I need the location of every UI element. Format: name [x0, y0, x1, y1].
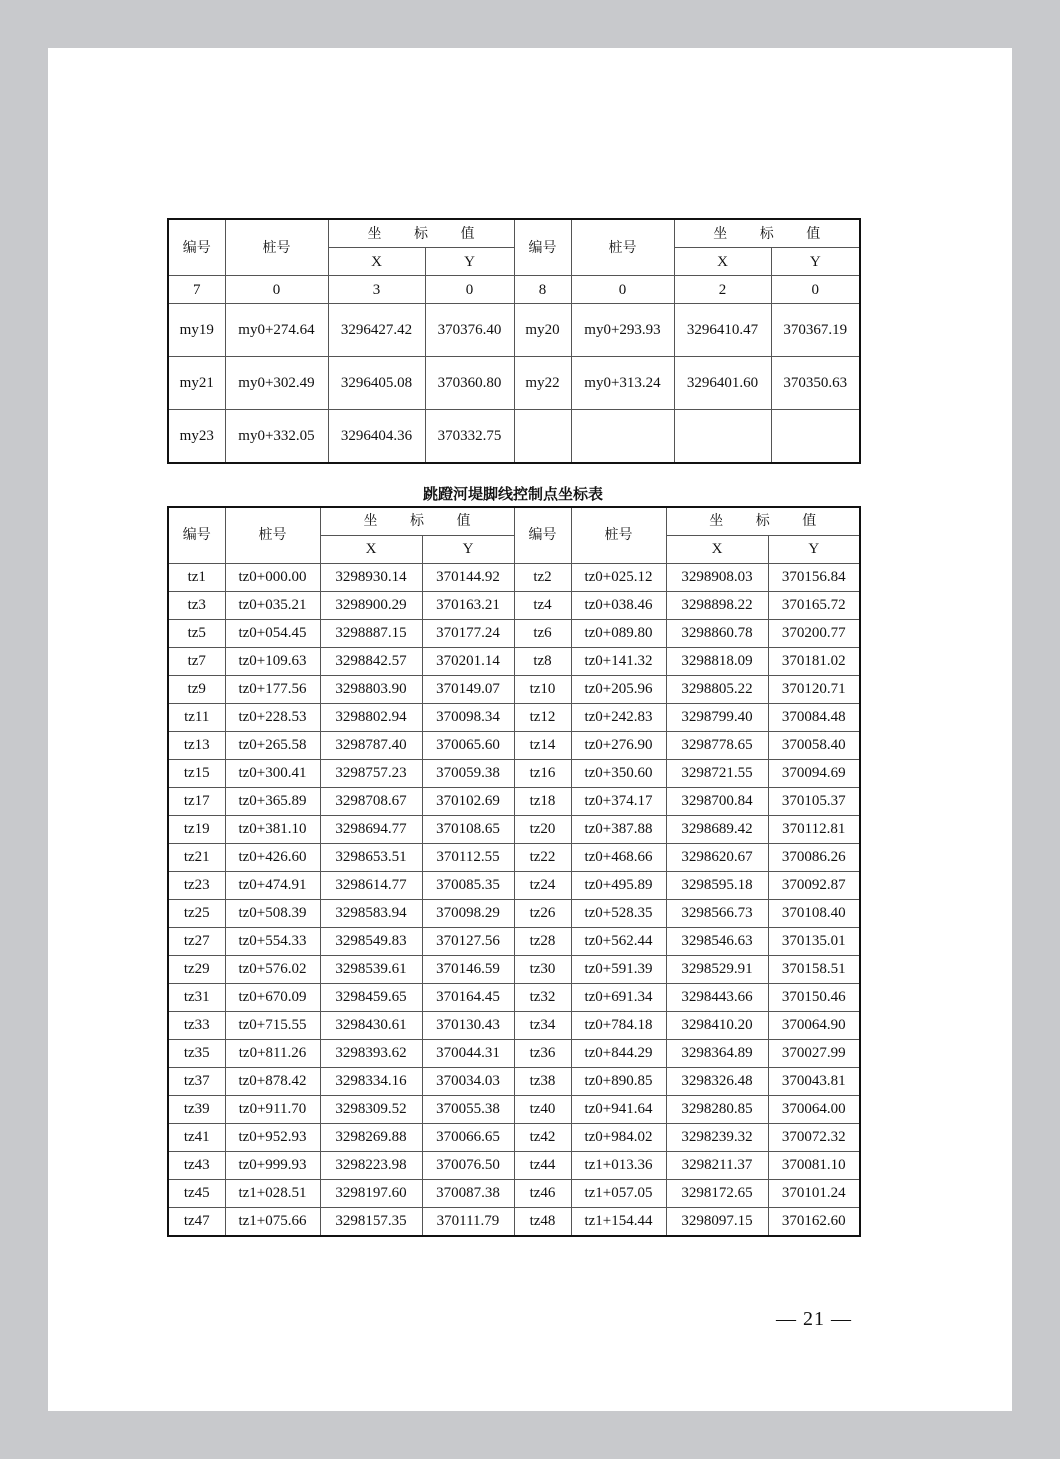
- table-cell: 3296404.36: [328, 410, 425, 464]
- table-cell: tz1+013.36: [571, 1152, 666, 1180]
- table-row: [168, 900, 860, 928]
- table-row: [168, 410, 860, 464]
- table-cell: tz3: [168, 592, 225, 620]
- table-cell: 370120.71: [768, 676, 860, 704]
- table-cell: 3298546.63: [666, 928, 768, 956]
- table-row: [168, 704, 860, 732]
- table-cell: tz0+474.91: [225, 872, 320, 900]
- table-cell: my0+274.64: [225, 304, 328, 357]
- table-cell: 370127.56: [422, 928, 514, 956]
- table-cell: 2: [674, 276, 771, 304]
- table-cell: 370111.79: [422, 1208, 514, 1237]
- header-station: 桩号: [571, 507, 666, 564]
- table-row: [168, 1096, 860, 1124]
- table-row: [168, 1012, 860, 1040]
- table-cell: 370165.72: [768, 592, 860, 620]
- table-cell: 3298930.14: [320, 564, 422, 592]
- table-cell: 0: [571, 276, 674, 304]
- table-cell: tz0+911.70: [225, 1096, 320, 1124]
- table-cell: 3298805.22: [666, 676, 768, 704]
- table-cell: 3298842.57: [320, 648, 422, 676]
- table-cell: tz35: [168, 1040, 225, 1068]
- table-cell: 3298097.15: [666, 1208, 768, 1237]
- table-cell: my19: [168, 304, 225, 357]
- table-cell: 370146.59: [422, 956, 514, 984]
- table-cell: tz46: [514, 1180, 571, 1208]
- table-cell: 3298566.73: [666, 900, 768, 928]
- table-row: [168, 304, 860, 357]
- header-id: 编号: [168, 507, 225, 564]
- table-cell: tz0+350.60: [571, 760, 666, 788]
- table-cell: 370112.81: [768, 816, 860, 844]
- table-cell: tz0+228.53: [225, 704, 320, 732]
- table-cell: 370065.60: [422, 732, 514, 760]
- table-cell: tz44: [514, 1152, 571, 1180]
- table-cell: tz2: [514, 564, 571, 592]
- table-cell: 370201.14: [422, 648, 514, 676]
- coordinate-table-tiaodenghe: [167, 506, 861, 1237]
- table-cell: 3298860.78: [666, 620, 768, 648]
- table-cell: 3298211.37: [666, 1152, 768, 1180]
- header-station: 桩号: [571, 219, 674, 276]
- table-cell: tz36: [514, 1040, 571, 1068]
- table-cell: tz0+038.46: [571, 592, 666, 620]
- table-cell: 370162.60: [768, 1208, 860, 1237]
- table-cell: 370066.65: [422, 1124, 514, 1152]
- coordinate-table-continued: [167, 218, 861, 464]
- table-cell: tz10: [514, 676, 571, 704]
- table-cell: tz4: [514, 592, 571, 620]
- table-cell: 370059.38: [422, 760, 514, 788]
- table-cell: tz21: [168, 844, 225, 872]
- table-cell: 0: [425, 276, 514, 304]
- table-cell: tz29: [168, 956, 225, 984]
- table-cell: 370105.37: [768, 788, 860, 816]
- table-cell: tz0+054.45: [225, 620, 320, 648]
- header-station: 桩号: [225, 219, 328, 276]
- table-cell: 3298280.85: [666, 1096, 768, 1124]
- table-cell: tz42: [514, 1124, 571, 1152]
- table-row: [168, 592, 860, 620]
- table-cell: 370081.10: [768, 1152, 860, 1180]
- table-cell: 3298549.83: [320, 928, 422, 956]
- table-cell: tz1: [168, 564, 225, 592]
- table-cell: tz45: [168, 1180, 225, 1208]
- table-cell: 370043.81: [768, 1068, 860, 1096]
- table-row: [168, 620, 860, 648]
- header-x: X: [666, 536, 768, 564]
- table-cell: tz34: [514, 1012, 571, 1040]
- header-x: X: [328, 248, 425, 276]
- header-coord: 坐 标 值: [320, 507, 514, 536]
- table-cell: 3298269.88: [320, 1124, 422, 1152]
- table-cell: tz14: [514, 732, 571, 760]
- table-cell: 3296405.08: [328, 357, 425, 410]
- table-cell: 370034.03: [422, 1068, 514, 1096]
- table-cell: tz38: [514, 1068, 571, 1096]
- table-cell: 370130.43: [422, 1012, 514, 1040]
- header-coord: 坐 标 值: [674, 219, 860, 248]
- table-cell: 3298708.67: [320, 788, 422, 816]
- table-cell: 370144.92: [422, 564, 514, 592]
- table-cell: tz41: [168, 1124, 225, 1152]
- table-row: [168, 844, 860, 872]
- table-cell: tz0+426.60: [225, 844, 320, 872]
- table-cell: tz1+028.51: [225, 1180, 320, 1208]
- table-cell: tz7: [168, 648, 225, 676]
- table-cell: tz0+591.39: [571, 956, 666, 984]
- table-cell: my0+302.49: [225, 357, 328, 410]
- table-cell: tz0+984.02: [571, 1124, 666, 1152]
- table-cell: 3298595.18: [666, 872, 768, 900]
- table-cell: 3298430.61: [320, 1012, 422, 1040]
- table-cell: tz0+999.93: [225, 1152, 320, 1180]
- table-cell: tz0+554.33: [225, 928, 320, 956]
- table-header-row: [168, 507, 860, 536]
- header-coord: 坐 标 值: [666, 507, 860, 536]
- table-row: [168, 1124, 860, 1152]
- table-cell: 3296427.42: [328, 304, 425, 357]
- table-cell: 3298459.65: [320, 984, 422, 1012]
- page-number: — 21 —: [776, 1308, 852, 1330]
- table-cell: tz0+387.88: [571, 816, 666, 844]
- table-row: [168, 1152, 860, 1180]
- table-cell: my0+332.05: [225, 410, 328, 464]
- table-cell: 3298887.15: [320, 620, 422, 648]
- table-cell: tz0+265.58: [225, 732, 320, 760]
- table-cell: tz0+089.80: [571, 620, 666, 648]
- table-cell: tz0+670.09: [225, 984, 320, 1012]
- table-cell: 370181.02: [768, 648, 860, 676]
- table-cell: tz30: [514, 956, 571, 984]
- table-cell: 370367.19: [771, 304, 860, 357]
- table-cell: 370158.51: [768, 956, 860, 984]
- table-cell: tz27: [168, 928, 225, 956]
- header-id: 编号: [514, 507, 571, 564]
- table-cell: tz1+057.05: [571, 1180, 666, 1208]
- header-x: X: [674, 248, 771, 276]
- table-cell: tz37: [168, 1068, 225, 1096]
- table-cell: 3298908.03: [666, 564, 768, 592]
- table-cell: 370102.69: [422, 788, 514, 816]
- table-cell: tz19: [168, 816, 225, 844]
- header-x: X: [320, 536, 422, 564]
- table-cell: tz0+495.89: [571, 872, 666, 900]
- table-cell: tz0+576.02: [225, 956, 320, 984]
- table-cell: 370350.63: [771, 357, 860, 410]
- table-cell: 370098.29: [422, 900, 514, 928]
- table-cell: 3298410.20: [666, 1012, 768, 1040]
- table-cell: tz23: [168, 872, 225, 900]
- header-y: Y: [771, 248, 860, 276]
- table-cell: tz0+242.83: [571, 704, 666, 732]
- table-row: [168, 956, 860, 984]
- table-cell: tz0+784.18: [571, 1012, 666, 1040]
- table-cell: 8: [514, 276, 571, 304]
- table-cell: my0+313.24: [571, 357, 674, 410]
- table-cell: tz0+941.64: [571, 1096, 666, 1124]
- header-coord: 坐 标 值: [328, 219, 514, 248]
- table-cell: tz0+952.93: [225, 1124, 320, 1152]
- table-cell: 3298900.29: [320, 592, 422, 620]
- table-row: [168, 732, 860, 760]
- table-row: [168, 816, 860, 844]
- table-cell: 3298529.91: [666, 956, 768, 984]
- table-cell: 3298700.84: [666, 788, 768, 816]
- table-row: [168, 1068, 860, 1096]
- table-row: [168, 276, 860, 304]
- table-cell: tz47: [168, 1208, 225, 1237]
- table-cell: 3298694.77: [320, 816, 422, 844]
- table-cell: tz40: [514, 1096, 571, 1124]
- table-row: [168, 676, 860, 704]
- table-cell: tz11: [168, 704, 225, 732]
- table-cell: 3298172.65: [666, 1180, 768, 1208]
- table-cell: my22: [514, 357, 571, 410]
- table-cell: 3298614.77: [320, 872, 422, 900]
- table-cell: tz0+844.29: [571, 1040, 666, 1068]
- table-cell: tz22: [514, 844, 571, 872]
- table-cell: 3298803.90: [320, 676, 422, 704]
- table-cell: tz0+141.32: [571, 648, 666, 676]
- table-cell: tz0+468.66: [571, 844, 666, 872]
- table-cell: 3298620.67: [666, 844, 768, 872]
- table-cell: 3296410.47: [674, 304, 771, 357]
- table-cell: tz0+374.17: [571, 788, 666, 816]
- table-cell: 370108.65: [422, 816, 514, 844]
- table-cell: 370376.40: [425, 304, 514, 357]
- table-cell: 3298364.89: [666, 1040, 768, 1068]
- table-cell: 3298721.55: [666, 760, 768, 788]
- table-cell: tz0+878.42: [225, 1068, 320, 1096]
- table-cell: 3298818.09: [666, 648, 768, 676]
- table-cell: 370086.26: [768, 844, 860, 872]
- table-cell: 370098.34: [422, 704, 514, 732]
- table-cell: tz0+205.96: [571, 676, 666, 704]
- table-cell: my20: [514, 304, 571, 357]
- table-row: [168, 984, 860, 1012]
- header-id: 编号: [168, 219, 225, 276]
- table-caption: 跳蹬河堤脚线控制点坐标表: [422, 485, 603, 503]
- table-cell: 370163.21: [422, 592, 514, 620]
- table-cell: my23: [168, 410, 225, 464]
- table-cell: 370164.45: [422, 984, 514, 1012]
- document-page: [48, 48, 1012, 1411]
- table-cell: 3298223.98: [320, 1152, 422, 1180]
- table-cell: 370135.01: [768, 928, 860, 956]
- table-cell: 3298799.40: [666, 704, 768, 732]
- table-cell: tz28: [514, 928, 571, 956]
- table-cell: 370149.07: [422, 676, 514, 704]
- table-cell: 370360.80: [425, 357, 514, 410]
- table-cell: 3298653.51: [320, 844, 422, 872]
- table-cell: tz0+276.90: [571, 732, 666, 760]
- table-cell: 370027.99: [768, 1040, 860, 1068]
- table-cell: tz31: [168, 984, 225, 1012]
- table-cell: tz15: [168, 760, 225, 788]
- table-cell: 3298443.66: [666, 984, 768, 1012]
- table-cell: my21: [168, 357, 225, 410]
- table-cell: 3298157.35: [320, 1208, 422, 1237]
- table-cell: 3298778.65: [666, 732, 768, 760]
- table-cell: tz1+154.44: [571, 1208, 666, 1237]
- table-cell: 370108.40: [768, 900, 860, 928]
- table-cell: tz17: [168, 788, 225, 816]
- table-cell: 370200.77: [768, 620, 860, 648]
- table-cell: tz43: [168, 1152, 225, 1180]
- table-cell: tz0+508.39: [225, 900, 320, 928]
- table-cell: tz0+300.41: [225, 760, 320, 788]
- table-cell: tz8: [514, 648, 571, 676]
- table-cell: 370064.00: [768, 1096, 860, 1124]
- table-cell: [771, 410, 860, 464]
- table-cell: tz20: [514, 816, 571, 844]
- table-cell: 3298239.32: [666, 1124, 768, 1152]
- table-cell: tz25: [168, 900, 225, 928]
- table-row: [168, 564, 860, 592]
- table-cell: tz0+715.55: [225, 1012, 320, 1040]
- table-cell: tz0+177.56: [225, 676, 320, 704]
- header-y: Y: [768, 536, 860, 564]
- table-cell: 370094.69: [768, 760, 860, 788]
- table-row: [168, 1040, 860, 1068]
- table-cell: 3298539.61: [320, 956, 422, 984]
- table-cell: 370092.87: [768, 872, 860, 900]
- table-cell: tz6: [514, 620, 571, 648]
- table-cell: tz33: [168, 1012, 225, 1040]
- table-row: [168, 872, 860, 900]
- table-cell: 3298197.60: [320, 1180, 422, 1208]
- table-cell: 3296401.60: [674, 357, 771, 410]
- table-cell: 370112.55: [422, 844, 514, 872]
- table-cell: my0+293.93: [571, 304, 674, 357]
- table-header-row: [168, 219, 860, 248]
- table-cell: 370044.31: [422, 1040, 514, 1068]
- table-row: [168, 788, 860, 816]
- table-cell: 370332.75: [425, 410, 514, 464]
- table-cell: tz39: [168, 1096, 225, 1124]
- table-cell: 370055.38: [422, 1096, 514, 1124]
- table-cell: tz0+528.35: [571, 900, 666, 928]
- table-cell: tz0+025.12: [571, 564, 666, 592]
- header-id: 编号: [514, 219, 571, 276]
- table-cell: 3298583.94: [320, 900, 422, 928]
- table-cell: tz1+075.66: [225, 1208, 320, 1237]
- table-cell: tz0+691.34: [571, 984, 666, 1012]
- header-y: Y: [425, 248, 514, 276]
- table-cell: 370156.84: [768, 564, 860, 592]
- table-cell: [571, 410, 674, 464]
- table-cell: 370085.35: [422, 872, 514, 900]
- table-cell: 370087.38: [422, 1180, 514, 1208]
- table-cell: 370150.46: [768, 984, 860, 1012]
- table-cell: tz24: [514, 872, 571, 900]
- table-cell: tz0+890.85: [571, 1068, 666, 1096]
- table-cell: 370072.32: [768, 1124, 860, 1152]
- table-cell: 3298393.62: [320, 1040, 422, 1068]
- table-cell: 3298757.23: [320, 760, 422, 788]
- table-cell: tz48: [514, 1208, 571, 1237]
- table-cell: 3: [328, 276, 425, 304]
- table-cell: tz0+811.26: [225, 1040, 320, 1068]
- header-y: Y: [422, 536, 514, 564]
- table-row: [168, 357, 860, 410]
- table-cell: 3298689.42: [666, 816, 768, 844]
- table-cell: 0: [225, 276, 328, 304]
- table-cell: tz0+109.63: [225, 648, 320, 676]
- table-cell: 3298309.52: [320, 1096, 422, 1124]
- table-cell: tz5: [168, 620, 225, 648]
- table-cell: tz16: [514, 760, 571, 788]
- table-cell: 370084.48: [768, 704, 860, 732]
- table-row: [168, 760, 860, 788]
- table-row: [168, 1208, 860, 1237]
- header-station: 桩号: [225, 507, 320, 564]
- table-cell: tz0+000.00: [225, 564, 320, 592]
- table-row: [168, 928, 860, 956]
- table-cell: 370101.24: [768, 1180, 860, 1208]
- table-cell: 7: [168, 276, 225, 304]
- table-cell: tz0+562.44: [571, 928, 666, 956]
- table-cell: 3298898.22: [666, 592, 768, 620]
- table-cell: tz0+365.89: [225, 788, 320, 816]
- table-row: [168, 1180, 860, 1208]
- table-cell: [514, 410, 571, 464]
- table-cell: 3298802.94: [320, 704, 422, 732]
- table-cell: 370058.40: [768, 732, 860, 760]
- table-cell: 0: [771, 276, 860, 304]
- table-cell: 370076.50: [422, 1152, 514, 1180]
- table-cell: 3298787.40: [320, 732, 422, 760]
- table-cell: tz26: [514, 900, 571, 928]
- table-cell: tz13: [168, 732, 225, 760]
- table-cell: tz18: [514, 788, 571, 816]
- table-cell: tz0+381.10: [225, 816, 320, 844]
- table-cell: tz32: [514, 984, 571, 1012]
- table-cell: tz0+035.21: [225, 592, 320, 620]
- table-cell: 370064.90: [768, 1012, 860, 1040]
- table-cell: 3298334.16: [320, 1068, 422, 1096]
- table-cell: 3298326.48: [666, 1068, 768, 1096]
- table-row: [168, 648, 860, 676]
- table-cell: tz9: [168, 676, 225, 704]
- table-cell: [674, 410, 771, 464]
- table-cell: tz12: [514, 704, 571, 732]
- table-cell: 370177.24: [422, 620, 514, 648]
